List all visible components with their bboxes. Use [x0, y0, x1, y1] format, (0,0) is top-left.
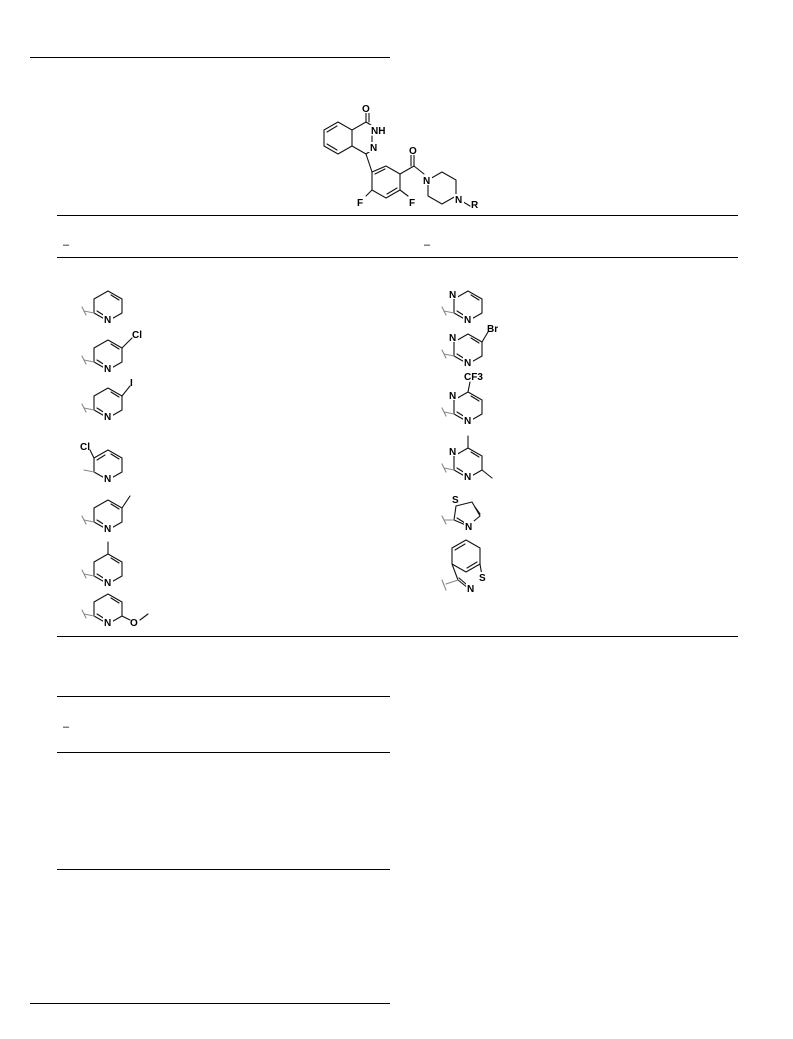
- l3-atom-i: I: [130, 378, 133, 389]
- l1-atom-n: N: [104, 315, 112, 326]
- r5-atom-n: N: [465, 522, 473, 533]
- substituent-left-3: [78, 376, 158, 423]
- table1-header-rule: [57, 257, 738, 258]
- substituent-right-6: [438, 538, 518, 604]
- r1-atom-n2: N: [464, 315, 472, 326]
- core-atom-n2: N: [370, 143, 378, 154]
- r5-atom-s: S: [452, 495, 459, 506]
- l3-atom-n: N: [104, 412, 112, 423]
- table1-bottom-rule: [57, 636, 738, 637]
- substituent-left-2: [78, 328, 158, 375]
- top-rule: [30, 57, 390, 58]
- l6-atom-n: N: [104, 578, 112, 589]
- table2-top-rule: [57, 696, 390, 697]
- table2-header-rule: [57, 752, 390, 753]
- substituent-right-3: [438, 368, 518, 430]
- l2-atom-cl: Cl: [132, 330, 142, 341]
- substituent-right-4: [438, 432, 518, 484]
- substituent-right-2: [438, 320, 518, 369]
- substituent-left-1: [78, 283, 148, 325]
- substituent-left-4: [78, 438, 148, 485]
- core-atom-f2: F: [409, 198, 416, 209]
- r3-atom-cf3: CF3: [464, 372, 483, 383]
- r2-atom-br: Br: [487, 324, 499, 335]
- r1-atom-n1: N: [449, 290, 457, 301]
- core-atom-o1: O: [362, 104, 370, 115]
- footnote-rule: [30, 1003, 390, 1004]
- substituent-left-7: [78, 590, 168, 630]
- r2-atom-n2: N: [464, 358, 472, 369]
- r6-atom-n: N: [467, 584, 475, 595]
- core-atom-o2: O: [409, 146, 417, 157]
- core-atom-nh: NH: [371, 126, 386, 137]
- substituent-left-6: [78, 538, 148, 589]
- table2-header-left: –: [63, 721, 70, 733]
- l4-atom-n: N: [104, 474, 112, 485]
- core-structure-figure: [310, 100, 500, 212]
- substituent-left-5: [78, 488, 148, 535]
- r4-atom-n1: N: [449, 447, 457, 458]
- l7-atom-n: N: [104, 618, 112, 629]
- table1-header-right: –: [424, 239, 431, 251]
- r2-atom-n1: N: [449, 333, 457, 344]
- r3-atom-n2: N: [464, 416, 472, 427]
- core-atom-n4: N: [455, 195, 463, 206]
- core-atom-f1: F: [357, 198, 364, 209]
- r3-atom-n1: N: [449, 391, 457, 402]
- l7-atom-o: O: [130, 618, 138, 629]
- core-atom-n3: N: [423, 176, 431, 187]
- r4-atom-n2: N: [464, 472, 472, 483]
- table1-top-rule: [57, 215, 738, 216]
- table1-header-left: –: [63, 239, 70, 251]
- l2-atom-n: N: [104, 364, 112, 375]
- core-atom-r: R: [471, 200, 479, 211]
- substituent-right-1: [438, 283, 508, 325]
- l4-atom-cl: Cl: [80, 442, 90, 453]
- l5-atom-n: N: [104, 524, 112, 535]
- table2-bottom-rule: [57, 869, 390, 870]
- substituent-right-5: [438, 490, 508, 534]
- r6-atom-s: S: [479, 573, 486, 584]
